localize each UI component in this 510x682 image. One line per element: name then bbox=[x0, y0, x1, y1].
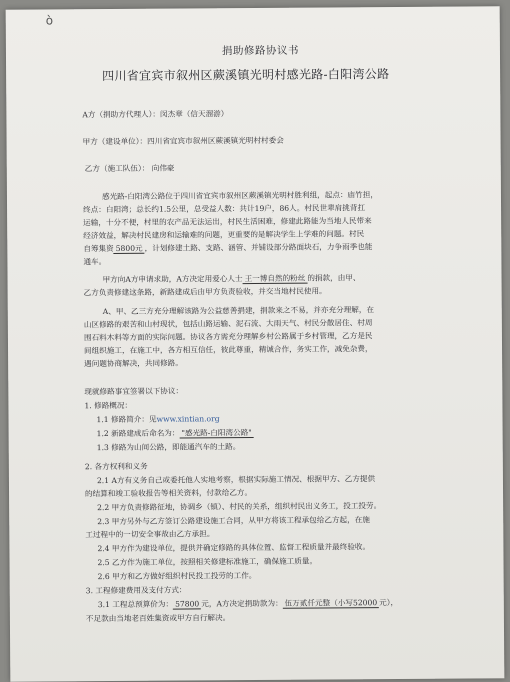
donor-name: 王一博自然的粉丝 bbox=[243, 274, 308, 284]
intro-line: 终点：白阳湾；总长约1.5公里，总受益人数：共计19户，86人。村民世辈肩挑背扛 bbox=[83, 203, 366, 215]
agreement-intro: 现就修路事宜签署以下协议： bbox=[84, 386, 184, 397]
total-budget: 57800 bbox=[173, 599, 201, 609]
section-item: 2.4 甲方作为建设单位，提供并确定修路的具体位置、监督工程质量并最终验收。 bbox=[97, 542, 371, 554]
consensus-line: 围石料木料等方面的实际问题。协议各方需充分理解乡村公路属于乡村管理，乙方是民 bbox=[83, 331, 373, 343]
section-heading: 2. 各方权利和义务 bbox=[84, 461, 148, 472]
website-link[interactable]: www.xintian.org bbox=[156, 414, 220, 424]
section-item: 1.3 修路为山间公路，即能通汽车的土路。 bbox=[96, 442, 241, 453]
consensus-line: A、甲、乙三方充分理解该路为公益慈善捐建，捐款来之不易，并亦充分理解，在 bbox=[102, 305, 375, 317]
consensus-line: 山区修路的艰苦和山村现状，包括山路运输、泥石流、大雨天气、村民分散居住、村周 bbox=[83, 318, 373, 330]
section-item: 的结算和竣工验收报告等相关资料，付款给乙方。 bbox=[85, 488, 253, 499]
section-item: 1.2 新路建成后命名为： "感光路-白阳湾公路" bbox=[97, 428, 254, 439]
party-yi: 乙方（施工队伍）： 向伟豪 bbox=[84, 163, 175, 174]
intro-line: 经济效益，解决村民建房和运输难的问题，更重要的是解决学生上学难的问题。村民 bbox=[83, 229, 365, 241]
section-item: 2.6 甲方和乙方做好组织村民投工投劳的工作。 bbox=[97, 570, 257, 582]
section-item: 不足款由当地老百姓集资或甲方自行解决。 bbox=[85, 613, 231, 624]
intro-line: 通车。 bbox=[83, 257, 107, 267]
section-item: 1.1 修路简介：见www.xintian.org bbox=[96, 414, 220, 425]
self-funded-amount: 5800元 bbox=[114, 244, 145, 254]
corner-mark: ò bbox=[45, 13, 54, 28]
section-heading: 3. 工程修建费用及支付方式： bbox=[85, 585, 187, 596]
request-line: 甲方向A方申请求助，A方决定用爱心人士 王一博自然的粉丝 的捐款，由甲、 bbox=[102, 273, 361, 285]
section-item: 3.1 工程总预算价为： 57800 元，A方决定捐助款为： 伍万贰仟元整（小写52000 元）， bbox=[97, 598, 399, 610]
intro-line: 感光路-白阳湾公路位于四川省宜宾市叙州区蕨溪镇光明村胜利组，起点：庙竹担， bbox=[101, 190, 378, 202]
document-page bbox=[6, 6, 505, 681]
donation-amount: 伍万贰仟元整（小写52000 bbox=[283, 598, 380, 609]
consensus-line: 间组织施工，在施工中，各方相互信任，彼此尊重，精诚合作，务实工作，减免杂费， bbox=[84, 344, 373, 356]
section-item: 2.3 甲方另外与乙方签订公路建设施工合同，从甲方将该工程承包给乙方起，在施 bbox=[97, 515, 370, 527]
section-item: 2.2 甲方负责修路征地，协调乡（镇）、村民的关系，组织村民出义务工，投工投劳。 bbox=[97, 501, 382, 513]
request-line: 乙方负责修建这条路，新路建成后由甲方负责验收，并交当地村民使用。 bbox=[83, 286, 327, 298]
party-jia: 甲方（建设单位）：四川省宜宾市叙州区蕨溪镇光明村村委会 bbox=[82, 135, 284, 147]
section-heading: 1. 修路概况： bbox=[84, 400, 133, 411]
intro-line: 运输，十分不便，村里的农产品无法运出，村民生活困难，修建此路能为当地人民带来 bbox=[83, 216, 372, 228]
section-item: 2.5 乙方作为施工单位，按照相关修建标准施工，确保施工质量。 bbox=[97, 556, 318, 568]
document-subtitle: 四川省宜宾市叙州区蕨溪镇光明村感光路-白阳湾公路 bbox=[102, 67, 390, 84]
consensus-line: 遇问题协商解决，共同修路。 bbox=[84, 358, 183, 369]
section-item: 2.1 A方有义务自己或委托他人实地考察，根据实际施工情况、根据甲方、乙方提供 bbox=[96, 474, 376, 486]
party-a: A方（捐助方代理人）：闵杰章（信天溜游） bbox=[82, 109, 229, 120]
intro-line: 自筹集资 5800元 ，计划修建土路、支路、涵管、并铺设部分路面块石，力争雨季也能 bbox=[83, 242, 373, 254]
document-title: 捐助修路协议书 bbox=[221, 44, 299, 58]
section-item: 工过程中的一切安全事故由乙方承担。 bbox=[85, 529, 215, 540]
road-name: "感光路-白阳湾公路" bbox=[179, 428, 253, 439]
